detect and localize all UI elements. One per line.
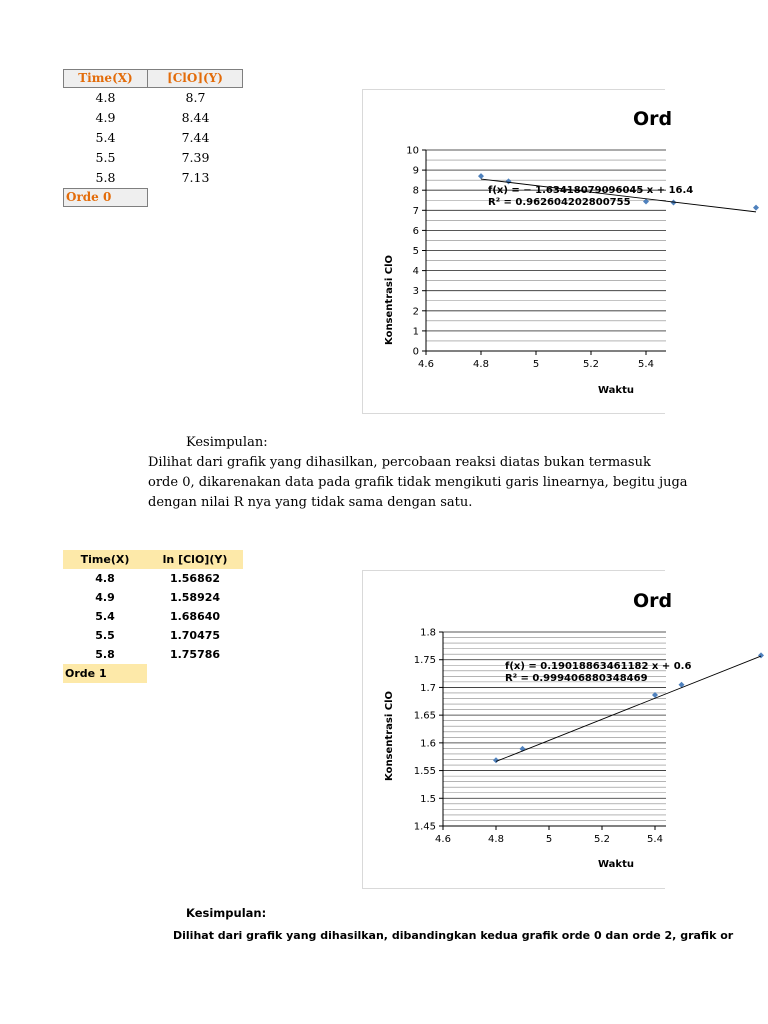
y-tick-label: 1.8 (420, 627, 436, 639)
y-tick-label: 1.75 (413, 655, 436, 667)
y-axis-label: Konsentrasi ClO (384, 690, 395, 782)
chart-orde-0 (362, 89, 694, 414)
chart-title: Ord (633, 108, 673, 130)
x-tick-label: 5.2 (594, 834, 610, 845)
table-row (63, 168, 243, 188)
cell-x: 4.8 (95, 90, 116, 105)
x-axis-label: Waktu (598, 385, 634, 396)
x-tick-label: 5 (545, 834, 553, 845)
conclusion-paragraph (148, 453, 688, 513)
table-row (63, 108, 243, 128)
table-row (63, 588, 243, 607)
r-squared: R² = 0.962604202800755 (488, 197, 631, 208)
x-axis-label: Waktu (598, 859, 634, 870)
cell-x: 5.5 (95, 150, 116, 165)
conclusion-heading: Kesimpulan: (186, 435, 268, 450)
y-tick-label: 9 (412, 165, 419, 177)
y-tick-label: 2 (412, 306, 419, 318)
y-tick-label: 1.45 (413, 821, 436, 833)
cell-y: 7.39 (181, 150, 210, 165)
cell-y: 1.56862 (169, 572, 221, 585)
y-tick-label: 1.55 (413, 766, 436, 778)
table-row (63, 569, 243, 588)
cell-x: 4.8 (95, 572, 115, 585)
trendline-equation: f(x) = − 1.63418079096045 x + 16.4 (488, 185, 694, 196)
data-point (753, 205, 759, 211)
table-row (63, 148, 243, 168)
trendline-equation: f(x) = 0.19018863461182 x + 0.6 (505, 661, 692, 672)
data-point (506, 178, 512, 184)
cell-y: 1.68640 (169, 610, 221, 623)
x-tick-label: 5.4 (638, 359, 654, 370)
x-tick-label: 5 (532, 359, 540, 370)
chart-orde-1 (362, 570, 692, 889)
table-orde-0 (63, 69, 243, 207)
y-tick-label: 8 (412, 185, 419, 197)
y-tick-label: 4 (412, 266, 419, 278)
cell-y: 8.44 (181, 110, 210, 125)
chart-svg (363, 571, 692, 890)
cell-x: 5.5 (95, 629, 115, 642)
y-tick-label: 10 (406, 145, 419, 157)
header-time: Time(X) (63, 69, 148, 88)
cell-x: 4.9 (95, 591, 115, 604)
table-header (63, 69, 243, 88)
data-point (478, 173, 484, 179)
table-header (63, 550, 243, 569)
cell-y: 7.44 (181, 130, 210, 145)
y-axis-label: Konsentrasi ClO (384, 254, 395, 346)
table-row (63, 128, 243, 148)
data-point (758, 652, 764, 658)
header-ln-concentration: ln [ClO](Y) (162, 553, 228, 566)
chart-title: Ord (633, 590, 673, 612)
y-tick-label: 7 (412, 205, 419, 217)
cell-y: 8.7 (185, 90, 206, 105)
cell-x: 5.4 (95, 130, 116, 145)
table-row (63, 607, 243, 626)
cell-x: 5.4 (95, 610, 115, 623)
y-tick-label: 1.65 (413, 710, 436, 722)
table-row (63, 88, 243, 108)
chart-svg (363, 90, 694, 415)
cell-y: 7.13 (181, 170, 210, 185)
paragraph-line: Dilihat dari grafik yang dihasilkan, percobaan reaksi diatas bukan termasuk (148, 455, 651, 470)
orde-label: Orde 0 (63, 188, 148, 207)
paragraph-line: orde 0, dikarenakan data pada grafik tidak mengikuti garis linearnya, begitu juga (148, 475, 688, 490)
cell-y: 1.58924 (169, 591, 221, 604)
y-tick-label: 1 (412, 326, 419, 338)
x-tick-label: 4.6 (435, 834, 451, 845)
cell-y: 1.70475 (169, 629, 221, 642)
conclusion-paragraph: Dilihat dari grafik yang dihasilkan, dibandingkan kedua grafik orde 0 dan orde 2, grafik or (173, 929, 734, 942)
cell-x: 5.8 (95, 648, 115, 661)
table-row (63, 626, 243, 645)
y-tick-label: 6 (412, 225, 419, 237)
y-tick-label: 3 (412, 286, 419, 298)
x-tick-label: 5.2 (583, 359, 599, 370)
table-orde-1 (63, 550, 243, 683)
header-concentration: [ClO](Y) (148, 69, 243, 88)
y-tick-label: 1.6 (420, 738, 436, 750)
x-tick-label: 4.8 (488, 834, 504, 845)
conclusion-heading: Kesimpulan: (186, 906, 267, 920)
y-tick-label: 5 (412, 246, 419, 257)
x-tick-label: 4.6 (418, 359, 434, 370)
cell-x: 5.8 (95, 170, 116, 185)
table-row (63, 645, 243, 664)
x-tick-label: 4.8 (473, 359, 489, 370)
r-squared: R² = 0.999406880348469 (505, 673, 648, 684)
paragraph-line: dengan nilai R nya yang tidak sama dengan satu. (148, 495, 473, 510)
cell-x: 4.9 (95, 110, 116, 125)
y-tick-label: 1.7 (420, 682, 436, 694)
header-time: Time(X) (80, 553, 130, 566)
y-tick-label: 1.5 (420, 793, 436, 805)
orde-label: Orde 1 (63, 664, 147, 683)
y-tick-label: 0 (412, 346, 419, 358)
x-tick-label: 5.4 (647, 834, 663, 845)
cell-y: 1.75786 (169, 648, 221, 661)
